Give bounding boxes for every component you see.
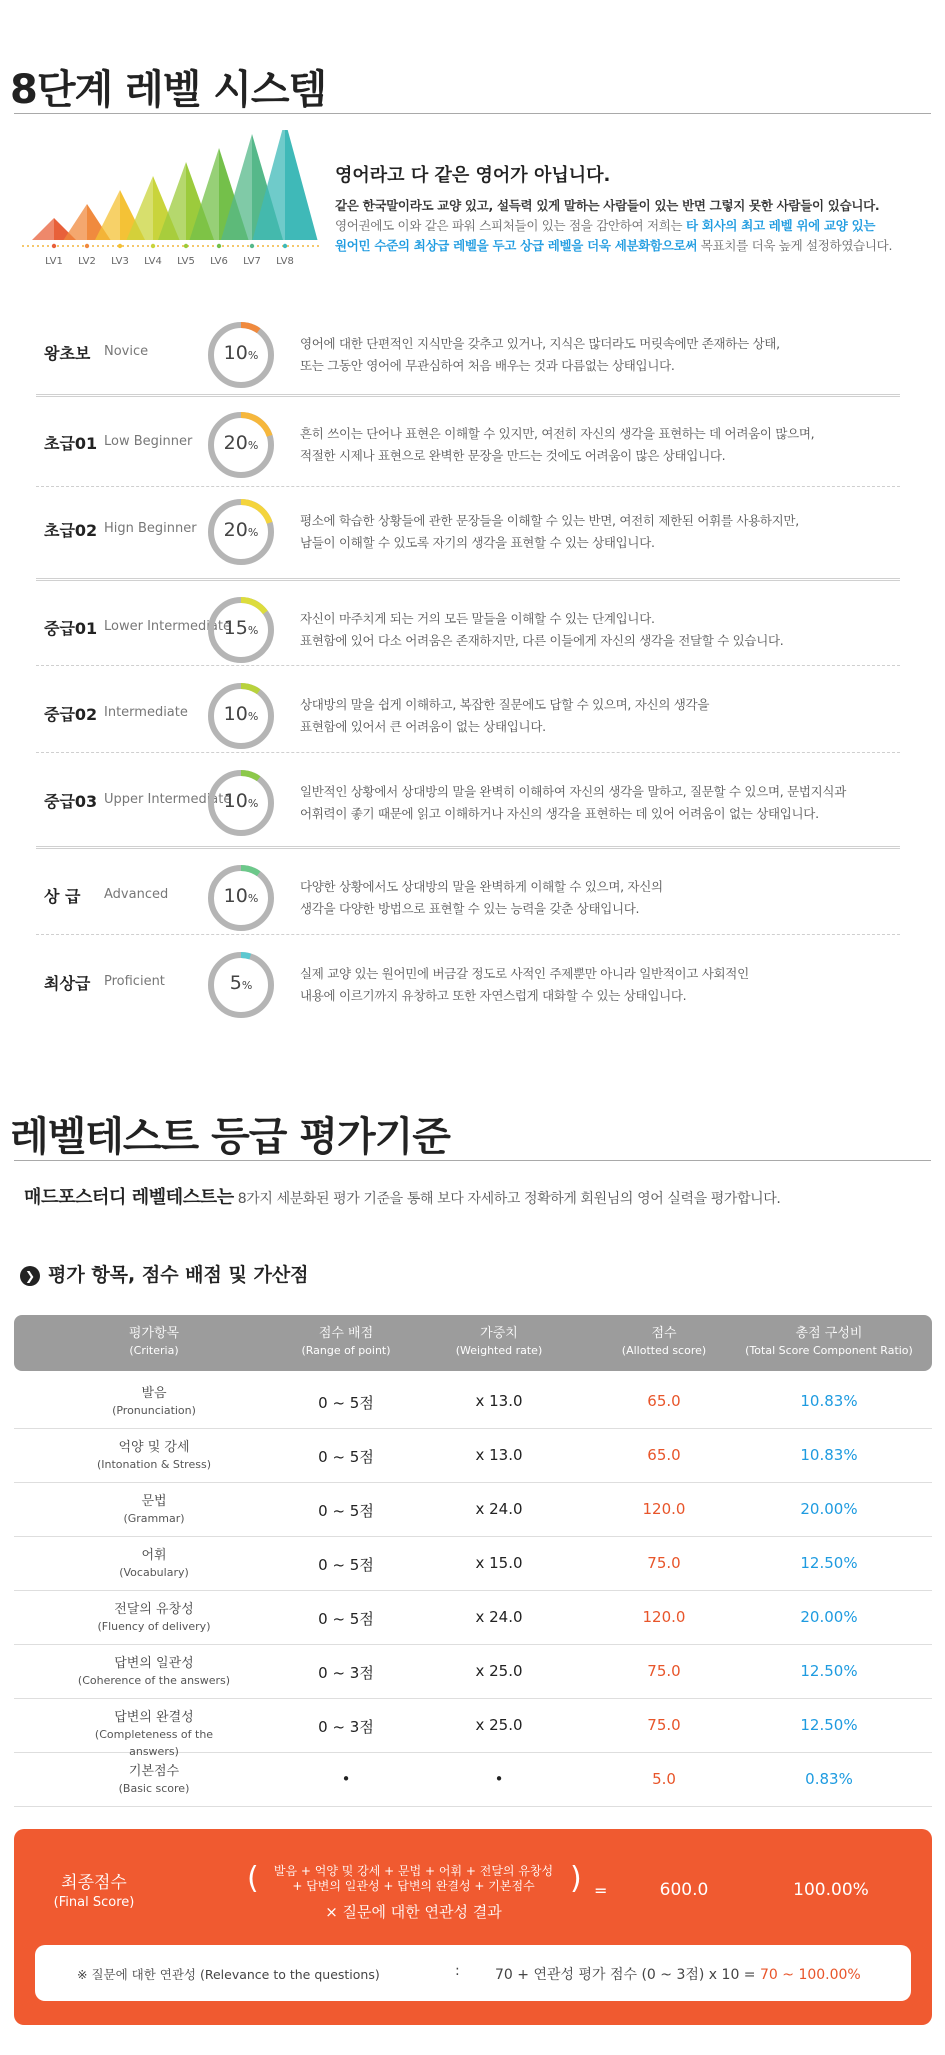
row-score: 5.0 <box>652 1770 676 1788</box>
level-description: 평소에 학습한 상황들에 관한 문장들을 이해할 수 있는 반면, 여전히 제한된 어휘를 사용하지만, 남들이 이해할 수 있도록 자기의 생각을 표현할 수 있는 상태입니다. <box>300 513 799 550</box>
final-formula-multiplier: × 질문에 대한 연관성 결과 <box>325 1903 502 1921</box>
graph-level-dot <box>217 244 221 248</box>
level-description: 일반적인 상황에서 상대방의 말을 완벽히 이해하여 자신의 생각을 말하고, 질문할 수 있으며, 문법지식과 어휘력이 좋기 때문에 읽고 이해하거나 자신의 생각을 표현하는 데 있어 어려움이 없는 상태입니다. <box>300 784 846 821</box>
row-range: 0 ~ 5점 <box>318 1448 374 1466</box>
table-row <box>14 1537 932 1591</box>
row-weight: x 15.0 <box>475 1554 523 1572</box>
level-percentage: 5% <box>229 972 253 994</box>
level-description: 다양한 상황에서도 상대방의 말을 완벽하게 이해할 수 있으며, 자신의 생각을 다양한 방법으로 표현할 수 있는 능력을 갖춘 상태입니다. <box>300 879 663 916</box>
level-english-name: Low Beginner <box>104 434 193 449</box>
level-english-name: Lower Intermediate <box>104 619 231 634</box>
formula-paren-open: ( <box>247 1861 259 1896</box>
row-criteria: 답변의 일관성 (Coherence of the answers) <box>77 1656 231 1687</box>
row-range: 0 ~ 3점 <box>318 1718 374 1736</box>
chevron-right-icon: ❯ <box>20 1266 40 1286</box>
level-name: 초급02 <box>44 521 98 540</box>
level-name: 중급02 <box>44 705 98 724</box>
level-percentage: 10% <box>223 790 259 812</box>
graph-level-dot <box>184 244 188 248</box>
intro-line-1: 같은 한국말이라도 교양 있고, 설득력 있게 말하는 사람들이 있는 반면 그렇지 못한 사람들이 있습니다. <box>335 198 880 213</box>
row-weight: x 24.0 <box>475 1500 523 1518</box>
level-mountain-graph <box>22 130 322 275</box>
header-score: 점수 (Allotted score) <box>621 1326 707 1357</box>
level-description: 상대방의 말을 쉽게 이해하고, 복잡한 질문에도 답할 수 있으며, 자신의 생각을 표현함에 있어서 큰 어려움이 없는 상태입니다. <box>300 697 710 734</box>
level-english-name: Hign Beginner <box>104 521 197 536</box>
row-score: 65.0 <box>647 1392 681 1410</box>
graph-level-label: LV3 <box>111 256 129 267</box>
level-percentage: 10% <box>223 885 259 907</box>
graph-level-label: LV7 <box>243 256 261 267</box>
row-score: 120.0 <box>642 1500 686 1518</box>
level-name: 상 급 <box>44 887 81 906</box>
table-row <box>14 1483 932 1537</box>
section2-divider <box>14 1160 931 1161</box>
row-criteria: 어휘 (Vocabulary) <box>119 1548 189 1579</box>
row-criteria: 발음 (Pronunciation) <box>112 1386 196 1417</box>
level-description: 흔히 쓰이는 단어나 표현은 이해할 수 있지만, 여전히 자신의 생각을 표현하는 데 어려움이 많으며, 적절한 시제나 표현으로 완벽한 문장을 만드는 것에도 어려움이 많은 상태입니다. <box>300 426 815 463</box>
row-ratio: 20.00% <box>800 1608 858 1626</box>
relevance-note-formula: 70 + 연관성 평가 점수 (0 ~ 3점) x 10 = 70 ~ 100.00% <box>495 1967 861 1983</box>
table-row <box>14 1429 932 1483</box>
row-range: 0 ~ 5점 <box>318 1502 374 1520</box>
row-weight: x 25.0 <box>475 1716 523 1734</box>
intro-line-2: 영어권에도 이와 같은 파워 스피처들이 있는 점을 감안하여 저희는 타 회사의 최고 레벨 위에 교양 있는 <box>335 218 876 233</box>
table-row <box>14 1753 932 1807</box>
criteria-table-header <box>14 1315 932 1371</box>
formula-paren-close: ) <box>570 1861 582 1896</box>
level-separator <box>36 486 900 487</box>
row-criteria: 답변의 완결성 (Completeness of the answers) <box>94 1710 214 1758</box>
row-score: 65.0 <box>647 1446 681 1464</box>
level-english-name: Advanced <box>104 887 169 902</box>
section1-title: 8단계 레벨 시스템 <box>10 67 327 113</box>
level-percentage: 20% <box>223 519 259 541</box>
row-range: 0 ~ 3점 <box>318 1664 374 1682</box>
graph-level-label: LV6 <box>210 256 228 267</box>
level-name: 중급03 <box>44 792 98 811</box>
row-range: • <box>341 1770 351 1788</box>
section2-title: 레벨테스트 등급 평가기준 <box>10 1114 450 1160</box>
intro-heading: 영어라고 다 같은 영어가 아닙니다. <box>335 165 611 186</box>
row-ratio: 12.50% <box>800 1716 858 1734</box>
graph-peak-left <box>127 176 154 240</box>
level-percentage: 20% <box>223 432 259 454</box>
row-range: 0 ~ 5점 <box>318 1556 374 1574</box>
level-english-name: Novice <box>104 344 149 359</box>
header-weight: 가중치 (Weighted rate) <box>455 1326 543 1357</box>
level-name: 왕초보 <box>44 344 91 363</box>
graph-level-dot <box>52 244 56 248</box>
level-description: 실제 교양 있는 원어민에 버금갈 정도로 사적인 주제뿐만 아니라 일반적이고 사회적인 내용에 이르기까지 유창하고 또한 자연스럽게 대화할 수 있는 상태입니다. <box>300 966 749 1003</box>
graph-peak-right <box>285 130 318 240</box>
graph-level-label: LV8 <box>276 256 294 267</box>
level-english-name: Intermediate <box>104 705 188 720</box>
table-row <box>14 1375 932 1429</box>
graph-level-dot <box>118 244 122 248</box>
final-score-label: 최종점수 (Final Score) <box>53 1873 135 1910</box>
equals-sign: = <box>594 1881 608 1900</box>
row-criteria: 전달의 유창성 (Fluency of delivery) <box>97 1602 211 1633</box>
level-description: 영어에 대한 단편적인 지식만을 갖추고 있거나, 지식은 많더라도 머릿속에만 존재하는 상태, 또는 그동안 영어에 무관심하여 처음 배우는 것과 다름없는 상태입니다. <box>300 336 780 373</box>
table-row <box>14 1591 932 1645</box>
row-ratio: 0.83% <box>805 1770 853 1788</box>
level-english-name: Proficient <box>104 974 165 989</box>
graph-peak-left <box>32 218 54 240</box>
level-name: 중급01 <box>44 619 98 638</box>
relevance-note <box>35 1945 911 2001</box>
row-ratio: 10.83% <box>800 1392 858 1410</box>
row-ratio: 12.50% <box>800 1662 858 1680</box>
row-score: 75.0 <box>647 1554 681 1572</box>
row-score: 75.0 <box>647 1662 681 1680</box>
row-weight: x 13.0 <box>475 1392 523 1410</box>
graph-level-dot <box>85 244 89 248</box>
row-score: 120.0 <box>642 1608 686 1626</box>
level-percentage: 10% <box>223 703 259 725</box>
row-weight: x 24.0 <box>475 1608 523 1626</box>
level-percentage: 15% <box>223 617 259 639</box>
graph-peak-left <box>95 190 120 240</box>
intro-line-3: 원어민 수준의 최상급 레벨을 두고 상급 레벨을 더욱 세분화함으로써 목표치를 더욱 높게 설정하였습니다. <box>335 238 893 253</box>
level-separator <box>36 752 900 753</box>
row-weight: • <box>494 1770 504 1788</box>
level-percentage: 10% <box>223 342 259 364</box>
level-separator <box>36 394 900 397</box>
header-ratio: 총점 구성비 (Total Score Component Ratio) <box>745 1326 913 1357</box>
row-criteria: 기본점수 (Basic score) <box>118 1764 190 1795</box>
row-ratio: 10.83% <box>800 1446 858 1464</box>
relevance-note-label: ※ 질문에 대한 연관성 (Relevance to the questions) <box>77 1967 380 1982</box>
table-row <box>14 1645 932 1699</box>
level-name: 최상급 <box>44 974 91 993</box>
table-row <box>14 1699 932 1758</box>
graph-level-dot <box>250 244 254 248</box>
graph-level-label: LV4 <box>144 256 162 267</box>
level-name: 초급01 <box>44 434 98 453</box>
graph-level-label: LV1 <box>45 256 63 267</box>
graph-level-dot <box>151 244 155 248</box>
row-ratio: 12.50% <box>800 1554 858 1572</box>
row-range: 0 ~ 5점 <box>318 1394 374 1412</box>
row-ratio: 20.00% <box>800 1500 858 1518</box>
final-score-box <box>14 1829 932 2025</box>
level-separator <box>36 665 900 666</box>
row-score: 75.0 <box>647 1716 681 1734</box>
row-criteria: 문법 (Grammar) <box>123 1494 185 1525</box>
section1-divider <box>14 113 931 114</box>
final-total-ratio: 100.00% <box>793 1880 869 1900</box>
level-english-name: Upper Intermediate <box>104 792 232 807</box>
row-range: 0 ~ 5점 <box>318 1610 374 1628</box>
row-criteria: 억양 및 강세 (Intonation & Stress) <box>96 1440 211 1471</box>
graph-peak-left <box>64 204 88 240</box>
level-description: 자신이 마주치게 되는 거의 모든 말들을 이해할 수 있는 단계입니다. 표현함에 있어 다소 어려움은 존재하지만, 다른 이들에게 자신의 생각을 전달할 수 있습니다. <box>300 611 784 648</box>
level-separator <box>36 934 900 935</box>
graph-level-label: LV5 <box>177 256 195 267</box>
relevance-note-colon: : <box>455 1963 460 1979</box>
level-separator <box>36 846 900 849</box>
level-separator <box>36 578 900 581</box>
final-total-score: 600.0 <box>659 1880 709 1900</box>
criteria-subtitle: ❯ 평가 항목, 점수 배점 및 가산점 <box>20 1260 309 1287</box>
graph-level-dot <box>283 244 287 248</box>
final-formula: 발음 + 억양 및 강세 + 문법 + 어휘 + 전달의 유창성 + 답변의 일관성 + 답변의 완결성 + 기본점수 <box>273 1864 554 1893</box>
header-criteria: 평가항목 (Criteria) <box>128 1326 180 1357</box>
section2-description: 매드포스터디 레벨테스트는 8가지 세분화된 평가 기준을 통해 보다 자세하고 정확하게 회원님의 영어 실력을 평가합니다. <box>24 1187 781 1208</box>
header-range: 점수 배점 (Range of point) <box>301 1326 391 1357</box>
row-weight: x 13.0 <box>475 1446 523 1464</box>
row-weight: x 25.0 <box>475 1662 523 1680</box>
graph-level-label: LV2 <box>78 256 96 267</box>
